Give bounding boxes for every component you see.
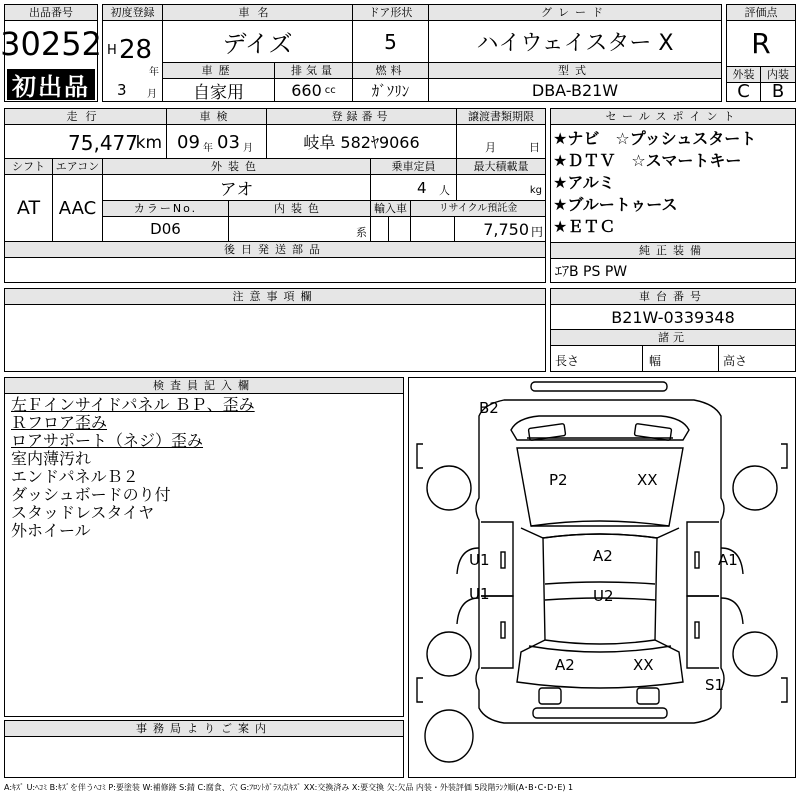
first-reg-era: H — [107, 43, 117, 58]
int-color-cell — [229, 217, 371, 241]
int-color-label: 内装色 — [229, 201, 371, 217]
damage-mark: S1 — [705, 676, 725, 694]
later-parts-panel — [4, 241, 546, 283]
inspection-label: 車検 — [167, 109, 267, 125]
legend-text: A:ｷｽﾞ U:ﾍｺﾐ B:ｷｽﾞを伴うﾍｺﾐ P:要塗装 W:補修跡 S:錆 C:腐食、穴 G:ﾌﾛﾝﾄｶﾞﾗｽ点ｷｽﾞ XX:交換済み X:要交換 欠:欠品 内装・外装評価 5段階ﾗﾝｸ順(A･B･C･D･E) 1 — [4, 783, 574, 792]
plate-label: 登録番号 — [267, 109, 457, 125]
history-value: 自家用 — [163, 79, 275, 101]
fuel-value: ｶﾞｿﾘﾝ — [353, 79, 429, 101]
inspector-line: スタッドレスタイヤ — [11, 503, 155, 522]
inspector-line: エンドパネルＢ２ — [11, 467, 139, 486]
inspector-lines — [11, 396, 401, 540]
lot-panel — [0, 4, 102, 102]
import-label: 輸入車 — [371, 201, 411, 217]
first-reg-label: 初度登録 — [103, 5, 163, 21]
mileage-unit: km — [135, 133, 162, 153]
car-outline-svg — [409, 378, 795, 777]
plate-value: 岐阜 582ﾔ9066 — [267, 125, 457, 159]
recycle-spacer — [411, 217, 455, 241]
first-reg-month-unit: 月 — [147, 89, 157, 100]
mileage-value: 75,477 — [68, 131, 138, 155]
car-name: デイズ — [163, 21, 353, 62]
aircon-value: AAC — [53, 175, 103, 241]
max-load-unit: kg — [529, 185, 542, 196]
max-load-cell — [457, 175, 545, 201]
inspector-line: 室内薄汚れ — [11, 449, 92, 468]
inspection-year-unit: 年 — [203, 143, 213, 154]
fuel-label: 燃料 — [353, 62, 429, 79]
chassis-value: B21W-0339348 — [611, 307, 735, 327]
inspection-month-unit: 月 — [243, 143, 253, 154]
inspector-line: ロアサポート（ネジ）歪み — [11, 431, 204, 450]
height-label: 高さ — [723, 354, 748, 368]
shift-label: シフト — [5, 159, 53, 175]
damage-mark: P2 — [549, 471, 568, 489]
sales-points-list — [553, 128, 793, 238]
inspector-line: 左Ｆインサイドパネル ＢＰ、歪み — [11, 395, 255, 414]
damage-mark: A2 — [593, 547, 613, 565]
inspector-label: 検査員記入欄 — [5, 378, 403, 394]
first-listing-badge: 初出品 — [7, 69, 95, 100]
capacity-cell — [371, 175, 457, 201]
score-panel — [726, 4, 796, 102]
transfer-label: 譲渡書類期限 — [457, 109, 545, 125]
sales-point-item: ★ＤＴＶ ☆スマートキー — [553, 151, 742, 170]
recycle-value: 7,750 — [483, 220, 529, 239]
notes-label: 注意事項欄 — [5, 289, 545, 305]
capacity-label: 乗車定員 — [371, 159, 457, 175]
chassis-panel — [550, 288, 796, 372]
capacity-value: 4 — [417, 179, 427, 197]
model-label: 型式 — [429, 62, 721, 79]
later-parts-label: 後日発送部品 — [5, 242, 545, 258]
inspection-month: 03 — [217, 132, 240, 153]
details-grid — [4, 108, 546, 242]
aircon-label: エアコン — [53, 159, 103, 175]
model-value: DBA-B21W — [531, 80, 619, 100]
damage-mark: U2 — [593, 587, 614, 605]
max-load-label: 最大積載量 — [457, 159, 545, 175]
damage-mark: XX — [637, 471, 658, 489]
inspector-line: Ｒフロア歪み — [11, 413, 108, 432]
inspection-cell — [167, 125, 267, 159]
lot-label: 出品番号 — [5, 5, 97, 21]
doors-value: 5 — [353, 21, 429, 62]
mileage-label: 走行 — [5, 109, 167, 125]
equipment-label: 純正装備 — [551, 242, 795, 259]
sales-point-item: ★アルミ — [553, 173, 615, 192]
grade-label: グレード — [429, 5, 721, 21]
dims-label: 諸元 — [551, 329, 795, 346]
exterior-label: 外装 — [727, 66, 761, 83]
inspection-year: 09 — [177, 132, 200, 153]
color-no-value: D06 — [103, 217, 229, 241]
damage-diagram — [408, 377, 796, 778]
interior-label: 内装 — [761, 66, 795, 83]
shift-value: AT — [5, 175, 53, 241]
damage-mark: B2 — [479, 399, 499, 417]
inspector-line: 外ホイール — [11, 521, 91, 540]
lot-number: 30252 — [0, 25, 102, 63]
equipment-value: ｴｱB PS PW — [555, 264, 628, 280]
import-cell-a — [371, 217, 389, 241]
vehicle-info-grid — [102, 4, 722, 102]
length-cell — [551, 346, 643, 371]
office-panel — [4, 720, 404, 778]
color-no-label: カラーNo. — [103, 201, 229, 217]
mileage-cell — [5, 125, 167, 159]
exterior-score: C — [727, 82, 761, 101]
ext-color-value: アオ — [103, 175, 371, 201]
displacement-unit: cc — [324, 84, 336, 96]
inspector-line: ダッシュボードのり付 — [11, 485, 171, 504]
transfer-day-unit: 日 — [529, 141, 540, 154]
sales-point-item: ★ブルートゥース — [553, 195, 678, 214]
recycle-label: リサイクル預託金 — [411, 201, 545, 217]
ext-color-label: 外装色 — [103, 159, 371, 175]
first-reg-year: 28 — [119, 35, 153, 65]
width-label: 幅 — [649, 354, 662, 368]
sales-point-item: ★ＥＴＣ — [553, 217, 616, 236]
history-label: 車歴 — [163, 62, 275, 79]
capacity-unit: 人 — [439, 184, 450, 197]
length-label: 長さ — [555, 354, 580, 368]
damage-mark: U1 — [469, 551, 490, 569]
sales-points-panel — [550, 108, 796, 283]
chassis-label: 車台番号 — [551, 289, 795, 305]
transfer-cell — [457, 125, 545, 159]
interior-score: B — [771, 81, 785, 102]
damage-mark: A2 — [555, 656, 575, 674]
score-value: R — [751, 27, 771, 60]
displacement-value: 660 — [291, 80, 322, 100]
first-reg-year-unit: 年 — [149, 67, 159, 78]
int-color-suffix: 系 — [356, 226, 367, 239]
sales-points-label: セールスポイント — [551, 109, 795, 125]
first-reg-month: 3 — [117, 81, 127, 99]
score-label: 評価点 — [727, 5, 795, 21]
inspector-panel — [4, 377, 404, 717]
grade-value: ハイウェイスター X — [476, 31, 674, 56]
damage-mark: U1 — [469, 585, 490, 603]
damage-mark: XX — [633, 656, 654, 674]
office-label: 事務局よりご案内 — [5, 721, 403, 737]
displacement-cell — [275, 79, 353, 101]
first-reg-cell — [103, 21, 163, 101]
width-cell — [643, 346, 719, 371]
damage-mark: A1 — [718, 551, 738, 569]
notes-panel — [4, 288, 546, 372]
sales-point-item: ★ナビ ☆プッシュスタート — [553, 129, 757, 148]
doors-label: ドア形状 — [353, 5, 429, 21]
transfer-month-unit: 月 — [485, 141, 496, 154]
recycle-cell — [455, 217, 545, 241]
import-cell-b — [389, 217, 411, 241]
height-cell — [719, 346, 795, 371]
car-name-label: 車名 — [163, 5, 353, 21]
recycle-unit: 円 — [530, 225, 543, 239]
displacement-label: 排気量 — [275, 62, 353, 79]
